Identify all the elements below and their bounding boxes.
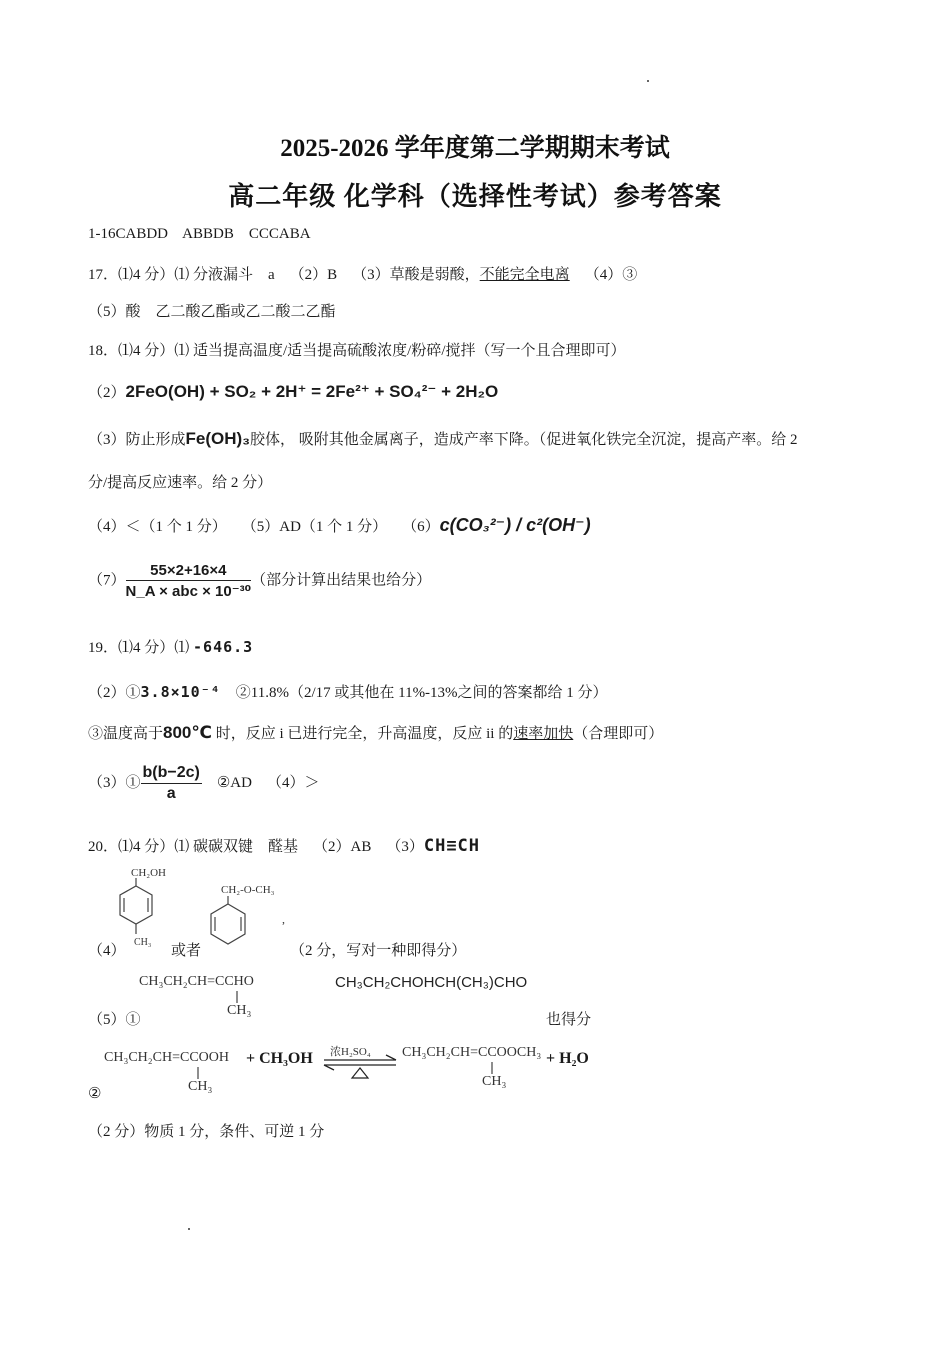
q19-p3-c: （合理即可） [573, 726, 664, 742]
q20-p5b-label: ② [88, 1086, 102, 1102]
rxn-condition: 浓H₂SO₄ [330, 1046, 371, 1058]
rxn-right: CH₃CH₂CH=CCOOCH₃ [402, 1045, 542, 1060]
q19-p4-rest: ②AD （4）＞ [201, 774, 320, 791]
q20-p4-note: （2 分，写对一种即得分） [290, 943, 467, 959]
q19-p4-label: （3）① [88, 774, 141, 791]
q20-text: 20．⑴4 分）⑴ 碳碳双键 醛基 （2）AB （3） [88, 839, 424, 855]
q20-or-text: 或者 [171, 943, 202, 959]
q18-p2-equation: 2FeO(OH) + SO₂ + 2H⁺ = 2Fe²⁺ + SO₄²⁻ + 2H₂O [125, 382, 499, 401]
q19-p3-a: ③温度高于 [88, 726, 164, 742]
rxn-left: CH₃CH₂CH=CCOOH [104, 1050, 230, 1065]
q19-p2-value: 3.8×10⁻⁴ [140, 683, 221, 701]
struct2-comma: , [282, 912, 285, 926]
q19-value1: -646.3 [193, 638, 254, 656]
q17-text-end: （4）③ [569, 267, 638, 283]
q20-p4-label: （4） [88, 943, 126, 959]
q20-scoring: （2 分）物质 1 分，条件、可逆 1 分 [88, 1124, 325, 1140]
q19-p2-rest: ②11.8%（2/17 或其他在 11%-13%之间的答案都给 1 分） [220, 685, 608, 701]
q18-p3-text: 胶体， 吸附其他金属离子，造成产率下降。（促进氧化铁完全沉淀，提高产率。给 2 [250, 432, 798, 448]
q20-p5-struct1-main: CH₃CH₂CH=CCHO [139, 974, 254, 989]
q19-label: 19．⑴4 分）⑴ [88, 640, 190, 656]
rxn-left-branch: CH₃ [188, 1079, 213, 1094]
rxn-right-branch: CH₃ [482, 1074, 507, 1089]
q19-p3-underlined: 速率加快 [513, 726, 574, 742]
q19-p4-numerator: b(b−2c) [141, 764, 202, 784]
q18-line1: 18．⑴4 分）⑴ 适当提高温度/适当提高硫酸浓度/粉碎/搅拌（写一个且合理即可） [88, 343, 626, 359]
q18-p3-label: （3）防止形成 [88, 432, 186, 448]
q18-p3-cont: 分/提高反应速率。给 2 分） [88, 475, 273, 491]
rxn-plus-water: + H₂O [546, 1050, 589, 1067]
struct1-bottom-label: CH₃ [134, 937, 152, 948]
q19-p3-temp: 800℃ [163, 723, 212, 742]
q18-p4-text: （4）＜（1 个 1 分） （5）AD（1 个 1 分） （6） [88, 519, 440, 535]
q18-p7-note: （部分计算出结果也给分） [251, 572, 432, 589]
q18-p7-numerator: 55×2+16×4 [126, 562, 252, 581]
q19-p4-denominator: a [166, 785, 176, 802]
q20-p5-label: （5）① [88, 1012, 141, 1028]
q17-underlined: 不能完全电离 [479, 267, 570, 283]
struct1-top-label: CH₂OH [131, 867, 167, 879]
q20-p5-struct1-branch: CH₃ [227, 1003, 252, 1018]
q20-alkyne: CH≡CH [423, 836, 481, 856]
q18-p7-denominator: N_A × abc × 10⁻³⁰ [125, 583, 252, 600]
page-title: 2025-2026 学年度第二学期期末考试 [280, 135, 670, 162]
q18-p2-label: （2） [88, 385, 126, 401]
q20-p5-struct2: CH₃CH₂CHOHCH(CH₃)CHO [335, 974, 528, 991]
rxn-plus-methanol: + CH₃OH [246, 1050, 313, 1067]
page-subtitle: 高二年级 化学科（选择性考试）参考答案 [228, 182, 722, 211]
q19-p2-label: （2）① [88, 685, 141, 701]
q17-text: 17．⑴4 分）⑴ 分液漏斗 a （2）B （3）草酸是弱酸， [88, 267, 480, 283]
q18-p7-label: （7） [88, 572, 126, 589]
q18-p3-formula: Fe(OH)₃ [185, 429, 251, 448]
struct2-substituent: CH₂-O-CH₃ [221, 884, 275, 896]
q17-line2: （5）酸 乙二酸乙酯或乙二酸二乙酯 [88, 304, 336, 320]
q20-p5-also: 也得分 [546, 1012, 592, 1028]
q19-p3-b: 时，反应 i 已进行完全，升高温度，反应 ii 的 [211, 726, 514, 742]
mc-answers: 1-16CABDD ABBDB CCCABA [88, 226, 311, 242]
q18-p6-expression: c(CO₃²⁻) / c²(OH⁻) [439, 515, 591, 535]
